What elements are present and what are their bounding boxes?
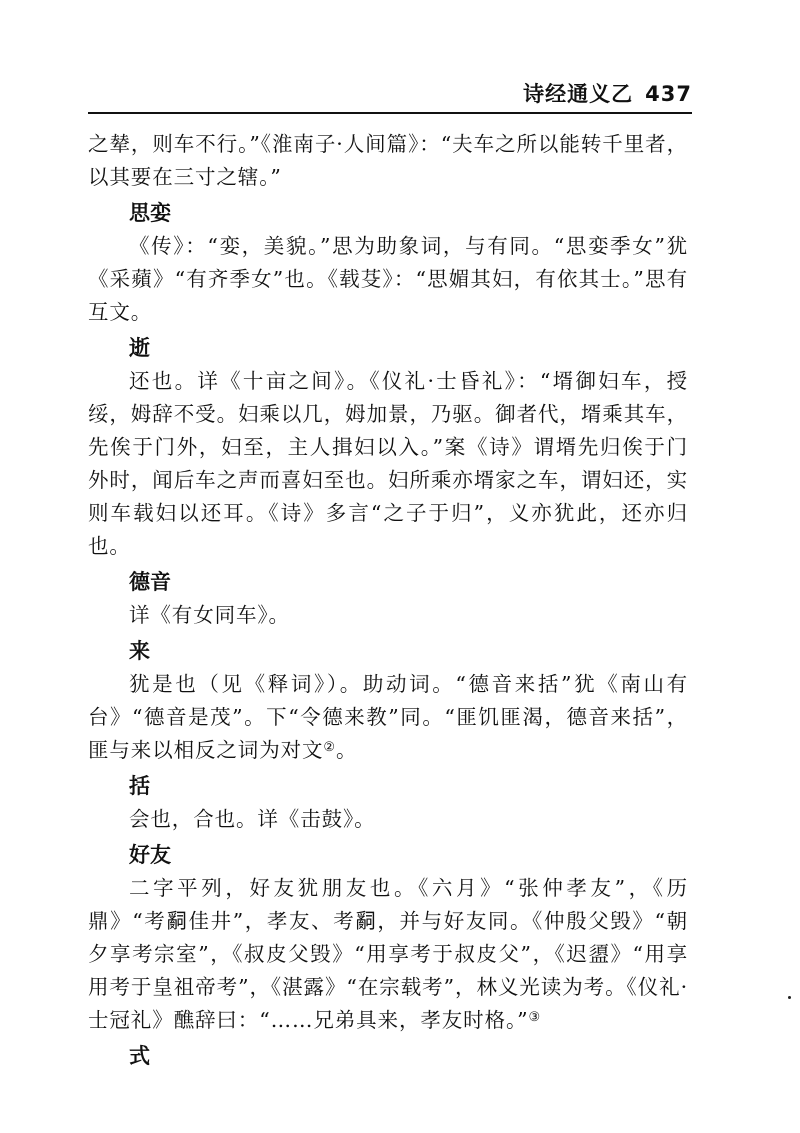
entry-heading-shi-2: 式 xyxy=(129,1044,150,1068)
entry-text-hao-you-body: 二字平列，好友犹朋友也。《六月》“张仲孝友”，《历鼎》“考𤔲佳井”，孝友、考𤔲，并与好友同。《仲殷父毁》“朝夕享考宗室”，《叔皮父毁》“用享考于叔皮父”，《迟盨》“用享用考于皇祖帝考”，《湛露》“在宗载考”，林义光读为考。《仪礼·士冠礼》醮辞曰：“……兄弟具来，孝友时格。” xyxy=(88,876,688,1032)
entry-heading-de-yin: 德音 xyxy=(129,570,171,594)
entry-text-si-luan: 《传》：“娈，美貌。”思为助象词，与有同。“思娈季女”犹《采蘋》“有齐季女”也。《载芟》：“思媚其妇，有依其士。”思有互文。 xyxy=(88,234,688,324)
running-header xyxy=(88,78,692,108)
entry-heading-hao-you: 好友 xyxy=(129,843,171,867)
entry-text-shi: 还也。详《十亩之间》。《仪礼·士昏礼》：“壻御妇车，授绥，姆辞不受。妇乘以几，姆加景，乃驱。御者代，壻乘其车，先俟于门外，妇至，主人揖妇以入。”案《诗》谓壻先归俟于门外时，闻后车之声而喜妇至也。妇所乘亦壻家之车，谓妇还，实则车载妇以还耳。《诗》多言“之子于归”，义亦犹此，还亦归也。 xyxy=(88,369,688,558)
entry-text-lai-end: 。 xyxy=(335,738,358,762)
entry-heading-lai: 来 xyxy=(129,639,150,663)
header-rule xyxy=(88,112,692,114)
entry-text-kuo: 会也，合也。详《击鼓》。 xyxy=(129,807,376,831)
page-body xyxy=(88,128,688,1073)
entry-text-lai-body: 犹是也（见《释词》）。助动词。“德音来括”犹《南山有台》“德音是茂”。下“令德来教”同。“匪饥匪渴，德音来括”，匪与来以相反之词为对文 xyxy=(88,672,688,762)
paragraph-continued: 之辇，则车不行。”《淮南子·人间篇》：“夫车之所以能转千里者，以其要在三寸之辖。” xyxy=(88,132,688,189)
entry-heading-kuo: 括 xyxy=(129,774,150,798)
scan-speck xyxy=(788,996,791,999)
entry-heading-si-luan: 思娈 xyxy=(129,201,171,225)
header-title: 诗经通义乙 xyxy=(523,82,634,106)
entry-text-lai xyxy=(88,668,688,767)
entry-heading-shi: 逝 xyxy=(129,336,150,360)
page-number: 437 xyxy=(645,82,692,106)
footnote-marker-2: ② xyxy=(323,740,336,755)
footnote-marker-3: ③ xyxy=(528,1010,542,1025)
entry-text-de-yin: 详《有女同车》。 xyxy=(129,603,290,627)
entry-text-hao-you xyxy=(88,872,688,1037)
